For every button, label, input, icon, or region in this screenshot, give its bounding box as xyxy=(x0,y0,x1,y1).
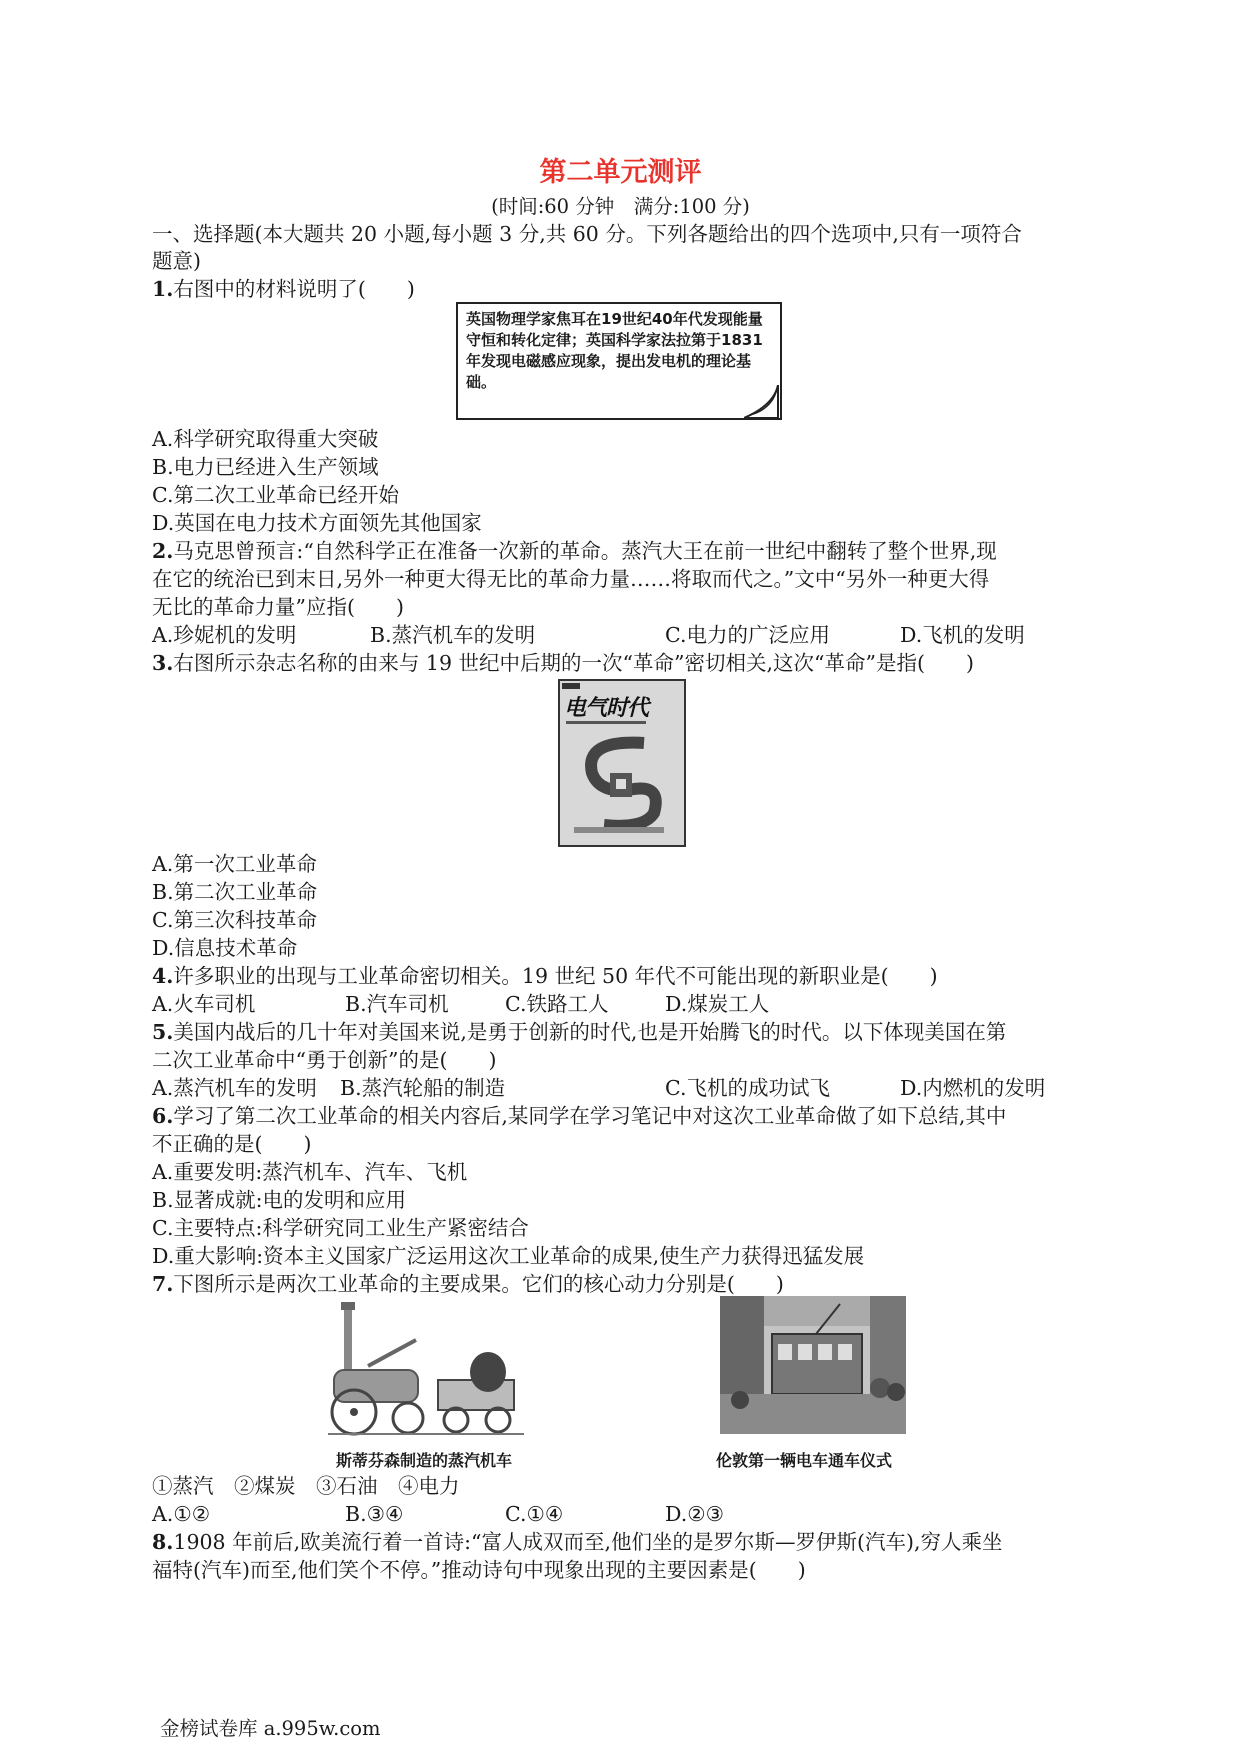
q5-option-b: B.蒸汽轮船的制造 xyxy=(340,1076,506,1100)
question-2-line3: 无比的革命力量”应指( ) xyxy=(152,595,404,619)
question-5-line2: 二次工业革命中“勇于创新”的是( ) xyxy=(152,1048,497,1072)
q7-option-d: D.②③ xyxy=(665,1502,724,1526)
question-6-line2: 不正确的是( ) xyxy=(152,1132,312,1156)
question-8-line1 xyxy=(152,1528,1003,1556)
question-6-line1 xyxy=(152,1102,1006,1130)
caption-left: 斯蒂芬森制造的蒸汽机车 xyxy=(336,1451,513,1470)
question-number: 7. xyxy=(152,1272,174,1296)
q7-option-b: B.③④ xyxy=(345,1502,404,1526)
q1-figure-text: 英国物理学家焦耳在19世纪40年代发现能量守恒和转化定律；英国科学家法拉第于1831年发现电磁感应现象，提出发电机的理论基础。 xyxy=(466,310,763,391)
question-2-line1 xyxy=(152,537,997,565)
question-number: 2. xyxy=(152,539,174,563)
q6-option-b: B.显著成就:电的发明和应用 xyxy=(152,1188,406,1212)
q3-option-c: C.第三次科技革命 xyxy=(152,908,317,932)
question-3-stem xyxy=(152,649,974,677)
magazine-title: 电气时代 xyxy=(564,696,649,721)
q7-items: ①蒸汽 ②煤炭 ③石油 ④电力 xyxy=(152,1474,460,1498)
london-tram-photo xyxy=(720,1296,906,1434)
question-2-line2: 在它的统治已到末日,另外一种更大得无比的革命力量……将取而代之。”文中“另外一种更大得 xyxy=(152,567,990,591)
question-number: 4. xyxy=(152,964,174,988)
question-number: 1. xyxy=(152,277,174,301)
caption-right: 伦敦第一辆电车通车仪式 xyxy=(716,1451,893,1470)
q7-option-c: C.①④ xyxy=(505,1502,564,1526)
q5-option-c: C.飞机的成功试飞 xyxy=(665,1076,830,1100)
q7-option-a: A.①② xyxy=(152,1502,211,1526)
page-title: 第二单元测评 xyxy=(539,157,702,188)
question-text: 学习了第二次工业革命的相关内容后,某同学在学习笔记中对这次工业革命做了如下总结,其中 xyxy=(173,1104,1007,1128)
question-text: 下图所示是两次工业革命的主要成果。它们的核心动力分别是( ) xyxy=(173,1272,784,1296)
section-heading-line1: 一、选择题(本大题共 20 小题,每小题 3 分,共 60 分。下列各题给出的四个选项中,只有一项符合 xyxy=(152,222,1022,246)
q1-option-a: A.科学研究取得重大突破 xyxy=(152,427,379,451)
question-4-stem xyxy=(152,962,938,990)
q2-option-c: C.电力的广泛应用 xyxy=(665,623,830,647)
q4-option-c: C.铁路工人 xyxy=(505,992,609,1016)
question-8-line2: 福特(汽车)而至,他们笑个不停。”推动诗句中现象出现的主要因素是( ) xyxy=(152,1558,806,1582)
q3-option-a: A.第一次工业革命 xyxy=(152,852,317,876)
q6-option-c: C.主要特点:科学研究同工业生产紧密结合 xyxy=(152,1216,529,1240)
question-text: 许多职业的出现与工业革命密切相关。19 世纪 50 年代不可能出现的新职业是( ) xyxy=(173,964,938,988)
q6-option-a: A.重要发明:蒸汽机车、汽车、飞机 xyxy=(152,1160,468,1184)
section-heading-line2: 题意) xyxy=(152,249,201,273)
q1-option-b: B.电力已经进入生产领域 xyxy=(152,455,379,479)
question-text: 右图所示杂志名称的由来与 19 世纪中后期的一次“革命”密切相关,这次“革命”是指( ) xyxy=(173,651,974,675)
question-number: 8. xyxy=(152,1530,174,1554)
q3-option-b: B.第二次工业革命 xyxy=(152,880,318,904)
q1-option-c: C.第二次工业革命已经开始 xyxy=(152,483,399,507)
q3-option-d: D.信息技术革命 xyxy=(152,936,298,960)
question-text: 马克思曾预言:“自然科学正在准备一次新的革命。蒸汽大王在前一世纪中翻转了整个世界,现 xyxy=(173,539,997,563)
page-curl-icon xyxy=(744,385,780,419)
q1-option-d: D.英国在电力技术方面领先其他国家 xyxy=(152,511,482,535)
q5-option-d: D.内燃机的发明 xyxy=(900,1076,1046,1100)
q4-option-b: B.汽车司机 xyxy=(345,992,449,1016)
question-text: 右图中的材料说明了( ) xyxy=(173,277,415,301)
q4-option-a: A.火车司机 xyxy=(152,992,256,1016)
question-number: 6. xyxy=(152,1104,174,1128)
q2-option-d: D.飞机的发明 xyxy=(900,623,1025,647)
q5-option-a: A.蒸汽机车的发明 xyxy=(152,1076,317,1100)
question-text: 美国内战后的几十年对美国来说,是勇于创新的时代,也是开始腾飞的时代。以下体现美国在第 xyxy=(173,1020,1007,1044)
question-7-stem xyxy=(152,1270,784,1298)
q4-option-d: D.煤炭工人 xyxy=(665,992,770,1016)
question-text: 1908 年前后,欧美流行着一首诗:“富人成双而至,他们坐的是罗尔斯—罗伊斯(汽车),穷人乘坐 xyxy=(173,1530,1003,1554)
steam-locomotive-image xyxy=(328,1300,524,1438)
question-5-line1 xyxy=(152,1018,1006,1046)
exam-info: (时间:60 分钟 满分:100 分) xyxy=(491,195,750,218)
q6-option-d: D.重大影响:资本主义国家广泛运用这次工业革命的成果,使生产力获得迅猛发展 xyxy=(152,1244,865,1268)
spiral-graphic xyxy=(574,733,670,831)
q2-option-a: A.珍妮机的发明 xyxy=(152,623,297,647)
q2-option-b: B.蒸汽机车的发明 xyxy=(370,623,536,647)
magazine-cover-image xyxy=(558,679,686,847)
question-number: 3. xyxy=(152,651,174,675)
question-1-stem xyxy=(152,275,415,303)
question-number: 5. xyxy=(152,1020,174,1044)
footer-watermark: 金榜试卷库 a.995w.com xyxy=(160,1717,381,1740)
